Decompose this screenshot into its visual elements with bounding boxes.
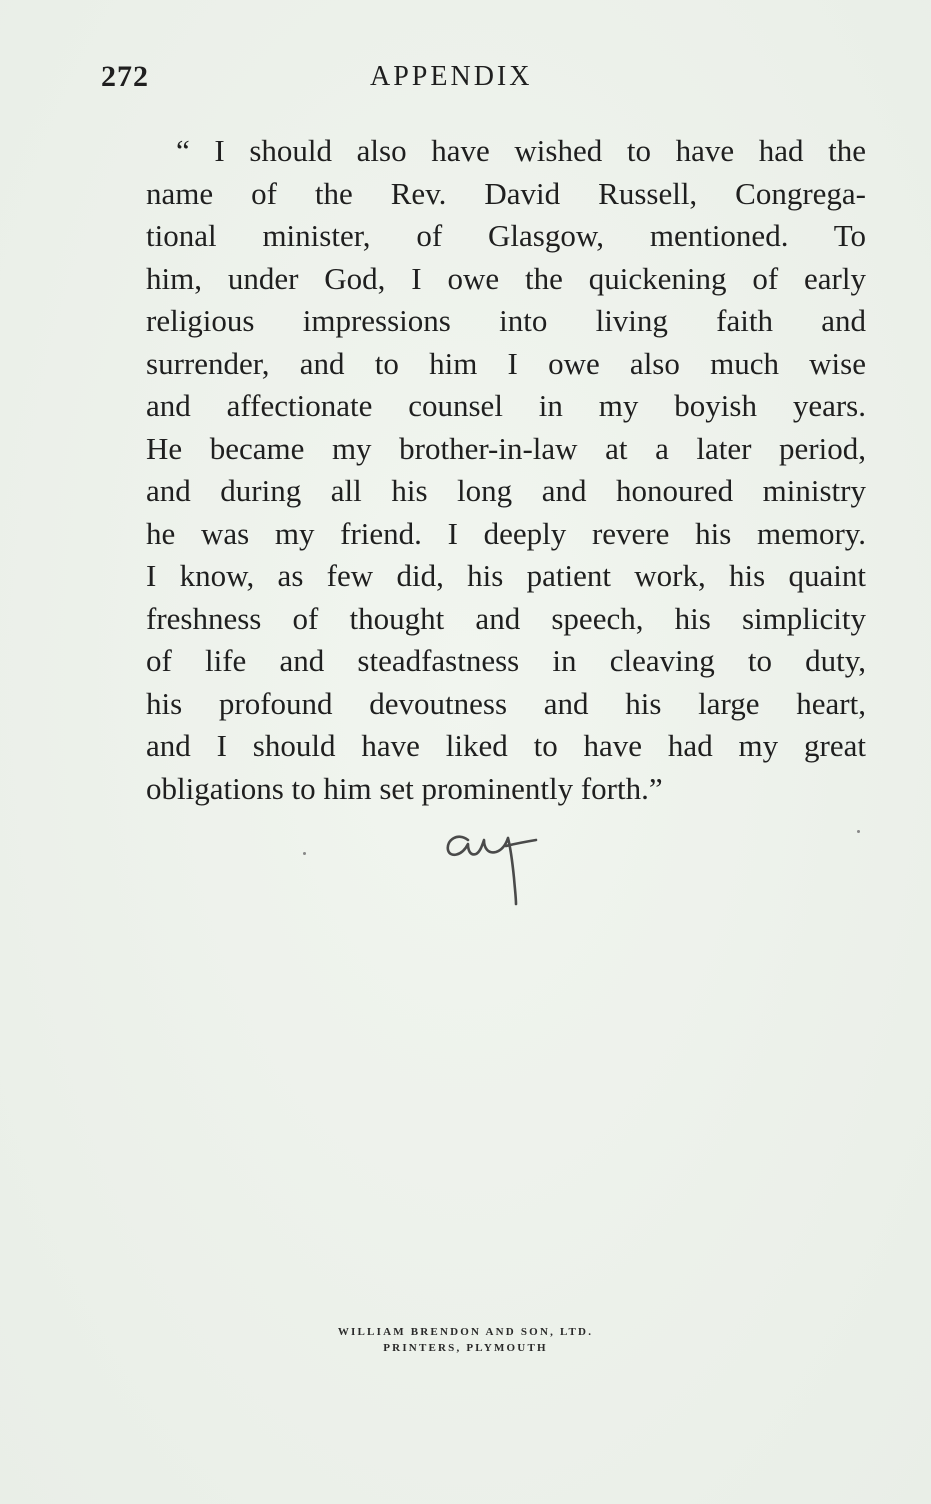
quoted-paragraph	[146, 130, 866, 810]
text-line: “ I should also have wished to have had the	[176, 133, 866, 168]
text-line: and I should have liked to have had my great	[146, 728, 866, 763]
text-line: surrender, and to him I owe also much wise	[146, 345, 866, 381]
text-line: I know, as few did, his patient work, his quaint	[146, 558, 866, 593]
text-line: his profound devoutness and his large heart,	[146, 685, 866, 721]
paper-speck	[303, 852, 306, 855]
text-line: he was my friend. I deeply revere his memory.	[146, 515, 866, 551]
page-number: 272	[101, 60, 149, 93]
text-line: freshness of thought and speech, his simplicity	[146, 600, 866, 636]
text-line: name of the Rev. David Russell, Congrega-	[146, 175, 866, 211]
text-line: and during all his long and honoured ministry	[146, 473, 866, 508]
text-line: tional minister, of Glasgow, mentioned. To	[146, 218, 866, 253]
running-head: APPENDIX	[370, 61, 533, 92]
text-line: religious impressions into living faith and	[146, 303, 866, 338]
text-line: obligations to him set prominently forth.”	[146, 770, 663, 806]
text-line: and affectionate counsel in my boyish years.	[146, 388, 866, 423]
text-line: of life and steadfastness in cleaving to duty,	[146, 643, 866, 678]
text-line: He became my brother-in-law at a later period,	[146, 430, 866, 466]
text-line: him, under God, I owe the quickening of early	[146, 260, 866, 296]
handwritten-annotation	[440, 818, 550, 913]
printer-imprint-line: WILLIAM BRENDON AND SON, LTD.	[337, 1326, 594, 1338]
paper-speck	[857, 830, 860, 833]
printer-imprint-line: PRINTERS, PLYMOUTH	[383, 1342, 548, 1354]
